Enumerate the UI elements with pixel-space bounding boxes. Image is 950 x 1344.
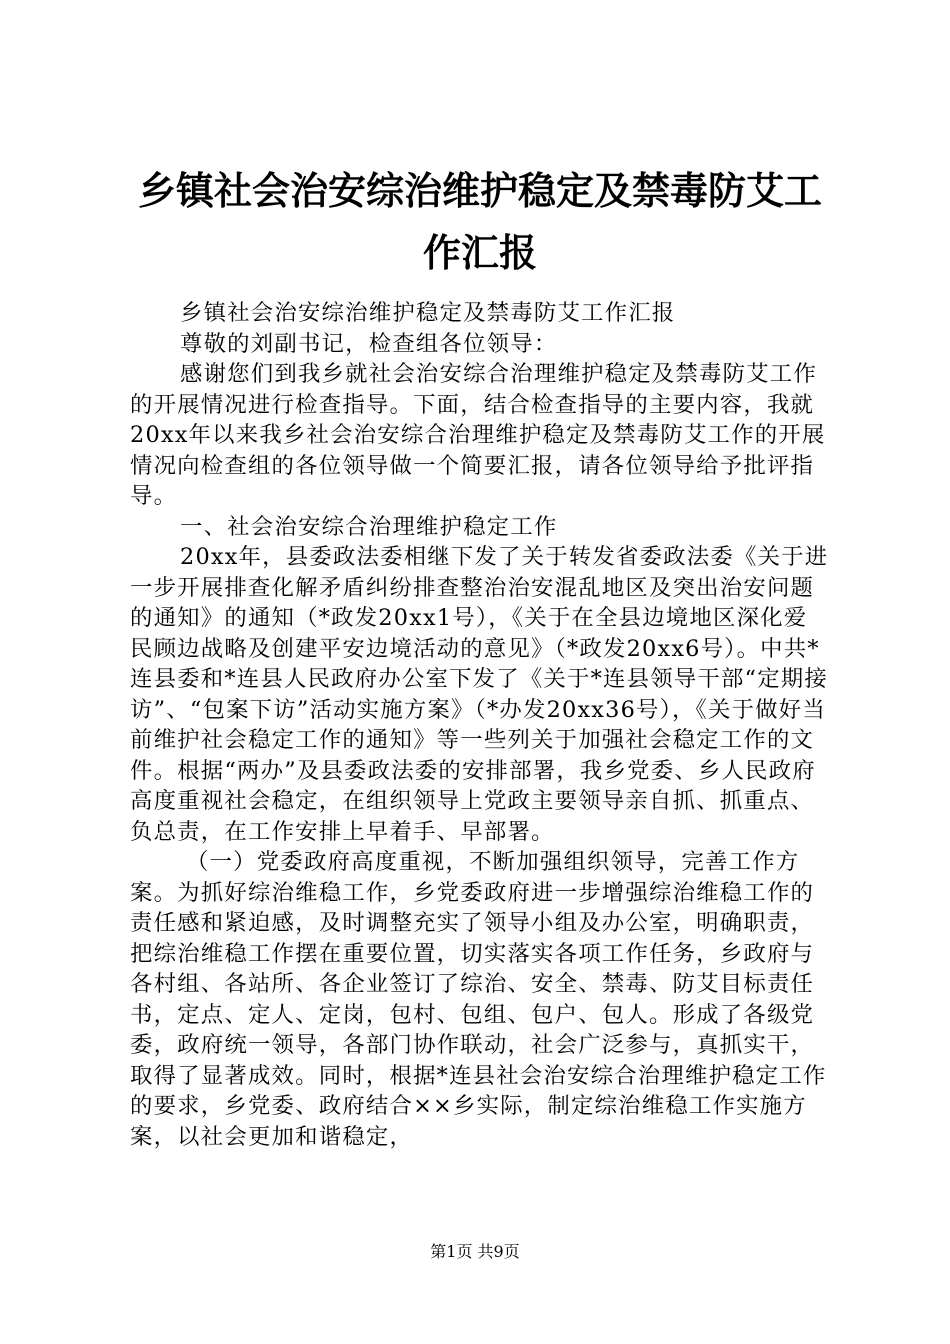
paragraph-salutation: 尊敬的刘副书记，检查组各位领导： bbox=[180, 330, 558, 357]
paragraph-section-1: 20xx年，县委政法委相继下发了关于转发省委政法委《关于进一步开展排查化解矛盾纠纷排查整治治安混乱地区及突出治安问题的通知》的通知（*政发20xx1号），《关于在全县边境地区深化爱民顾边战略及创建平安边境活动的意见》（*政发20xx6号）。中共*连县委和*连县人民政府办公室下发了《关于*连县领导干部“定期接访”、“包案下访”活动实施方案》（*办发20xx36号），《关于做好当前维护社会稳定工作的通知》等一些列关于加强社会稳定工作的文件。根据“两办”及县委政法委的安排部署，我乡党委、乡人民政府高度重视社会稳定，在组织领导上党政主要领导亲自抓、抓重点、负总责，在工作安排上早着手、早部署。 bbox=[130, 544, 829, 845]
document-body bbox=[130, 298, 830, 1152]
page-title: 乡镇社会治安综治维护稳定及禁毒防艾工作汇报 bbox=[137, 169, 822, 275]
paragraph-heading-repeat: 乡镇社会治安综治维护稳定及禁毒防艾工作汇报 bbox=[180, 300, 676, 326]
section-heading-1: 一、社会治安综合治理维护稳定工作 bbox=[180, 513, 558, 540]
paragraph-subsection-1: （一）党委政府高度重视，不断加强组织领导，完善工作方案。为抓好综治维稳工作，乡党委政府进一步增强综治维稳工作的责任感和紧迫感，及时调整充实了领导小组及办公室，明确职责，把综治维稳工作摆在重要位置，切实落实各项工作任务，乡政府与各村组、各站所、各企业签订了综治、安全、禁毒、防艾目标责任书，定点、定人、定岗，包村、包组、包户、包人。形成了各级党委，政府统一领导，各部门协作联动，社会广泛参与，真抓实干，取得了显著成效。同时，根据*连县社会治安综合治理维护稳定工作的要求，乡党委、政府结合××乡实际，制定综治维稳工作实施方案，以社会更加和谐稳定， bbox=[130, 849, 827, 1150]
page-number-footer: 第1页 共9页 bbox=[430, 1242, 520, 1261]
paragraph-intro: 感谢您们到我乡就社会治安综合治理维护稳定及禁毒防艾工作的开展情况进行检查指导。下面，结合检查指导的主要内容，我就20xx年以来我乡社会治安综合治理维护稳定及禁毒防艾工作的开展情况向检查组的各位领导做一个简要汇报，请各位领导给予批评指导。 bbox=[130, 361, 826, 509]
